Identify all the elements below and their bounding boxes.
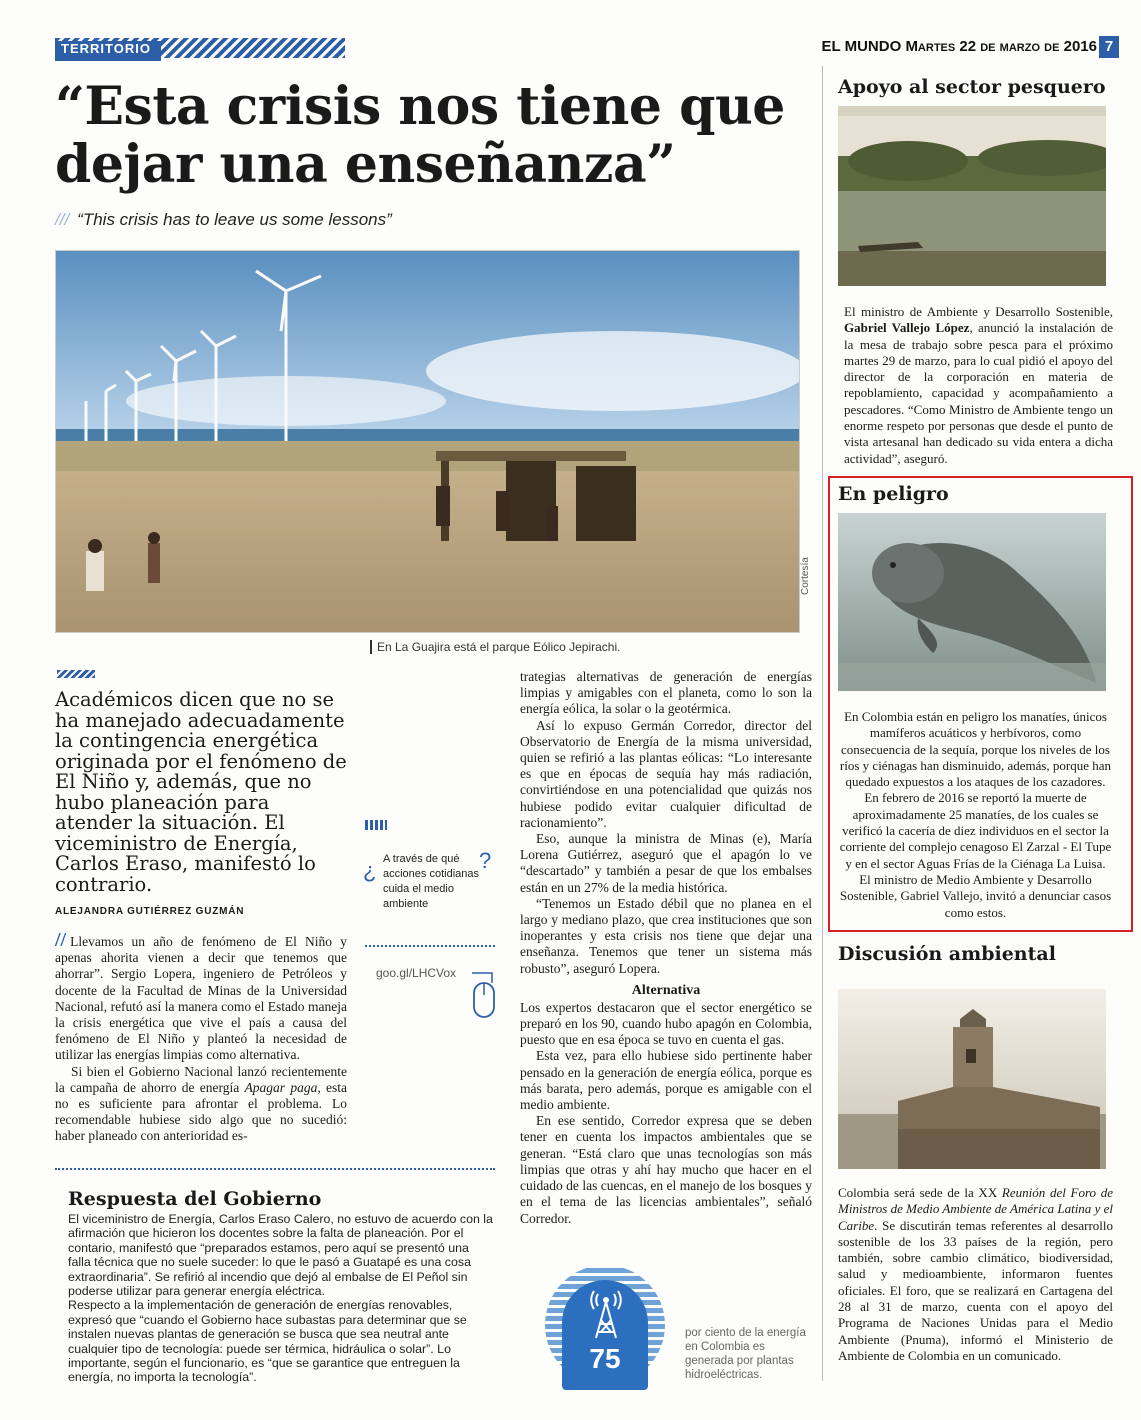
section-title: En peligro — [838, 483, 949, 505]
paragraph — [55, 1064, 347, 1145]
photo-caption: En La Guajira está el parque Eólico Jepirachi. — [370, 640, 620, 654]
masthead — [822, 38, 1097, 55]
paragraph — [55, 929, 347, 1064]
text-span: Colombia será sede de la XX — [838, 1185, 1002, 1200]
mouse-icon — [470, 965, 498, 1021]
subhead-mark: /// — [55, 210, 70, 229]
section-text: En Colombia están en peligro los manatíes, únicos mamíferos acuáticos y herbívoros, como consecuencia de la sequía, porque los niveles de los ríos y ciénagas han disminuido, además, porque han quedado expuestos a los ataques de los cazadores. En febrero de 2016 se reportó la muerte de aproximadamente 25 manatíes, de los cuales se verificó la cacería de diez individuos en el sector la corriente del complejo cenagoso El Zarzal - El Tupe y en el sector Aguas Frías de la Ciénaga La Luisa. El ministro de Medio Ambiente y Desarrollo Sostenible, Gabriel Vallejo, invitó a denunciar casos como estos. — [839, 709, 1112, 920]
page-number: 7 — [1099, 36, 1119, 58]
paragraph: El viceministro de Energía, Carlos Eraso Calero, no estuvo de acuerdo con la afirmación que hicieron los docentes sobre la falta de planeación. Por el contario, manifestó que “preparados estamos, pero aquí se presentó una falla técnica que no suele suceder: lo que le pasó a Guatapé es una cosa extraordinaria”. Se refirió al incendio que dejó al embalse de El Peñol sin poderse utilizar para generar energía eléctrica. — [68, 1212, 493, 1299]
paragraph: Esta vez, para ello hubiese sido pertinente haber pensado en la generación de energía eólica, porque es más barata, pero además, porque es amigable con el medio ambiente. — [520, 1048, 812, 1113]
paragraph: Los expertos destacaron que el sector energético se preparó en los 90, cuando hubo apagón en Colombia, puesto que en esa época se tuvo en cuenta el gas. — [520, 999, 812, 1048]
subhead-text: “This crisis has to leave us some lessons” — [77, 210, 392, 229]
fishing-section — [838, 76, 1113, 467]
power-tower-icon — [588, 1290, 624, 1340]
lead-mark — [57, 670, 95, 678]
quote-mark: // — [55, 929, 67, 951]
fort-photo — [838, 989, 1106, 1169]
box-title: Respuesta del Gobierno — [68, 1188, 322, 1210]
text-span: . Se discutirán temas referentes al desarrollo sostenible de los 33 países de la región, pero también, sobre cambio climático, biodiversidad, salud y medioambiente, informaron fuentes oficiales. El foro, que se realizará en Cartagena del 28 al 31 de marzo, cuenta con el apoyo del Programa de Naciones Unidas para el Medio Ambiente (Pnuma), informó el Ministerio de Ambiente de Colombia en un comunicado. — [838, 1217, 1113, 1363]
body-column-2 — [520, 669, 812, 1227]
wind-farm-photo — [55, 250, 800, 633]
section-title: Discusión ambiental — [838, 943, 1056, 965]
paragraph: trategias alternativas de generación de energías limpias y amigables con el planeta, como lo son la energía eólica, la solar o la geotérmica. — [520, 669, 812, 717]
stat-description: por ciento de la energía en Colombia es generada por plantas hidroeléctricas. — [685, 1327, 806, 1381]
reader-question — [365, 820, 495, 912]
section-text — [838, 1185, 1113, 1364]
subhead — [55, 210, 392, 230]
issue-date: Martes 22 de marzo de 2016 — [905, 38, 1097, 55]
question-open-mark: ¿ — [363, 858, 377, 883]
danger-section — [838, 483, 1113, 921]
question-close-mark: ? — [479, 848, 492, 873]
lead-paragraph: Académicos dicen que no se ha manejado adecuadamente la contingencia energética originada por el fenómeno de El Niño y, además, que no hubo planeación para atender la situación. El viceministro de Energía, Carlos Eraso, manifestó lo contrario. — [55, 688, 347, 896]
paragraph: Así lo expuso Germán Corredor, director del Observatorio de Energía de la misma universidad, quien se refirió a las plantas eólicas: “Lo interesante es que en épocas de sequía hay más radiación, convirtiéndose en una potencialidad que quizás nos hubiese podido evitar cualquier dificultad de racionamiento”. — [520, 717, 812, 830]
fishing-photo — [838, 106, 1106, 286]
paper-name: EL MUNDO — [821, 38, 902, 55]
manatee-photo — [838, 513, 1106, 691]
environment-section — [838, 943, 1113, 1364]
government-response-box — [55, 1168, 495, 1388]
body-column-1 — [55, 929, 347, 1145]
section-label: TERRITORIO — [55, 41, 161, 61]
box-body — [68, 1212, 493, 1385]
campaign-name: Apagar paga — [244, 1079, 318, 1095]
byline: ALEJANDRA GUTIÉRREZ GUZMÁN — [55, 906, 245, 917]
section-text — [838, 304, 1113, 467]
column-rule — [822, 66, 823, 1381]
question-text: A través de qué acciones cotidianas cuida el medio ambiente — [383, 853, 480, 910]
minister-name: Gabriel Vallejo López — [844, 320, 970, 336]
photo-credit: Cortesía — [800, 557, 811, 595]
text-span: El ministro de Ambiente y Desarrollo Sostenible, — [844, 304, 1113, 319]
text-span: , anunció la instalación de la mesa de trabajo sobre pesca para el próximo martes 29 de marzo, para lo cual pidió el apoyo del director de la corporación en materia de repoblamiento, capacidad y acompañamiento a pescadores. “Como Ministro de Ambiente tengo un enorme respeto por personas que desde el punto de vista artesanal han dedicado su vida entera a dicha actividad”, aseguró. — [844, 320, 1113, 466]
short-link[interactable]: goo.gl/LHCVox — [376, 966, 457, 980]
note-mark — [365, 820, 387, 830]
headline: “Esta crisis nos tiene que dejar una enseñanza” — [55, 76, 785, 195]
paragraph: En ese sentido, Corredor expresa que se deben tener en cuenta los impactos ambientales que se generan. “Está claro que unas tecnologías son más limpias que otras y ahí hay mucho que hacer en el cuidado de las cuencas, en el manejo de los bosques y en el tema de las licencias ambientales”, señaló Corredor. — [520, 1113, 812, 1226]
event-name: Reunión del Foro de Ministros de Medio Ambiente de América Latina y el Caribe — [838, 1185, 1114, 1233]
paragraph-text: Llevamos un año de fenómeno de El Niño y apenas ahorita vienen a decir que tenemos que ahorrar”. Sergio Lopera, ingeniero de Petróleos y docente de la Facultad de Minas de la Universidad Nacional, refutó así la manera como el Estado maneja la crisis energética que vive el país a causa del fenómeno de El Niño y planteó la necesidad de utilizar las energías limpias como alternativa. — [55, 934, 347, 1063]
subheading: Alternativa — [631, 982, 701, 998]
paragraph-text: Si bien el Gobierno Nacional lanzó recientemente la campaña de ahorro de energía — [55, 1063, 347, 1095]
section-title: Apoyo al sector pesquero — [838, 76, 1106, 98]
paragraph: Eso, aunque la ministra de Minas (e), María Lorena Gutiérrez, aseguró que el apagón lo ve “descartado” y también a pesar de que los embalses están en un 27% de la media histórica. — [520, 831, 812, 895]
paragraph: “Tenemos un Estado débil que no planea en el largo y mediano plazo, que crea instituciones que son inoperantes y esta crisis nos tiene que dejar una enseñanza. Tenemos que tener un sistema más robusto”, aseguró Lopera. — [520, 895, 812, 976]
paragraph: Respecto a la implementación de generación de energías renovables, expresó que “cuando el Gobierno hace subastas para determinar que se instalen nuevas plantas de generación se busca que sea neutral ante cualquier tipo de tecnología: puede ser térmica, hidráulica o solar”. Lo importante, según el funcionario, es “que se garantice que entreguen la energía, no importa la tecnología”. — [68, 1298, 467, 1385]
divider — [365, 945, 495, 947]
section-tag — [55, 38, 345, 58]
stat-value: 75 — [589, 1343, 621, 1374]
paragraph-text: , esta no es suficiente para afrontar el problema. Lo recomendable hubiese sido algo que no sucedió: haber planeado con anterioridad es- — [55, 1079, 347, 1144]
